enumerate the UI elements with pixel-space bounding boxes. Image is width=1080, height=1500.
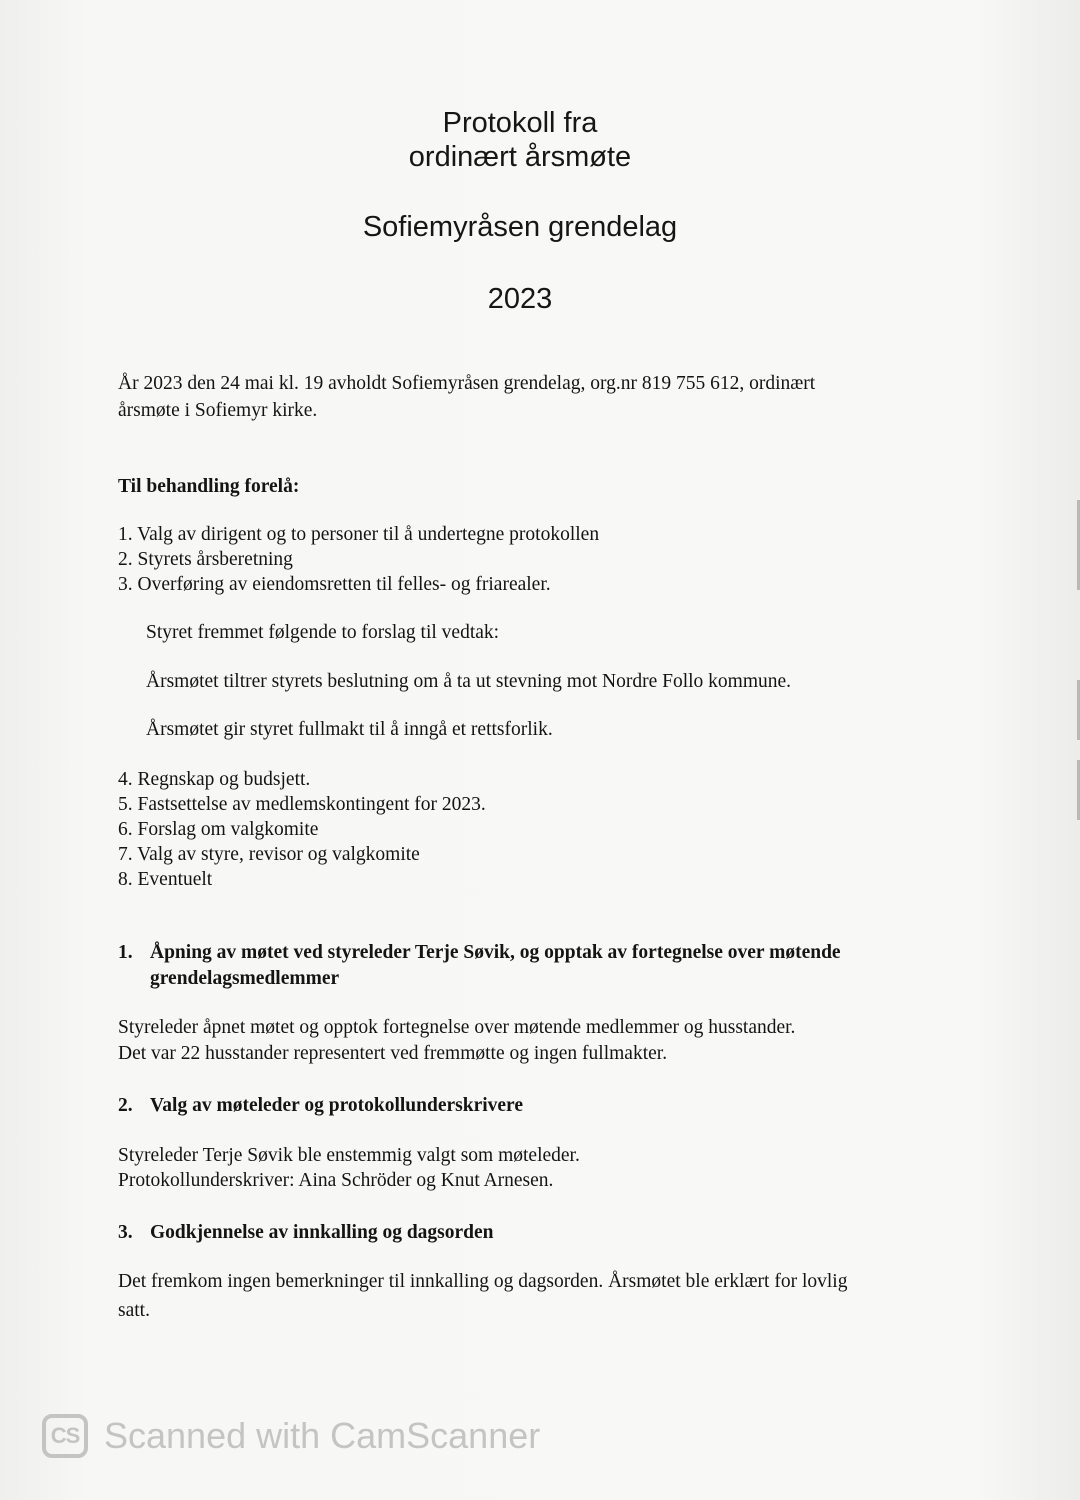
agenda-item-1: 1. Valg av dirigent og to personer til å undertegne protokollen [118,524,600,545]
proposal-intro: Styret fremmet følgende to forslag til vedtak: [146,622,500,643]
title-line-2: ordinært årsmøte [408,141,632,173]
agenda-item-6: 6. Forslag om valgkomite [118,819,319,840]
agenda-item-7: 7. Valg av styre, revisor og valgkomite [118,844,420,865]
section-3-number: 3. [118,1222,133,1243]
section-3-body-line-2: satt. [118,1300,150,1321]
agenda-item-3: 3. Overføring av eiendomsretten til felles- og friarealer. [118,574,551,595]
intro-line-1: År 2023 den 24 mai kl. 19 avholdt Sofiemyråsen grendelag, org.nr 819 755 612, ordinært [118,373,816,394]
document-year: 2023 [487,283,553,315]
section-1-title-line-2: grendelagsmedlemmer [150,968,340,989]
section-1-body-line-1: Styreleder åpnet møtet og opptok fortegnelse over møtende medlemmer og husstander. [118,1017,796,1038]
agenda-item-2: 2. Styrets årsberetning [118,549,293,570]
proposal-2: Årsmøtet gir styret fullmakt til å inngå et rettsforlik. [146,719,553,740]
agenda-item-4: 4. Regnskap og budsjett. [118,769,311,790]
camscanner-logo-icon: CS [42,1414,88,1458]
section-2-number: 2. [118,1095,133,1116]
proposal-1: Årsmøtet tiltrer styrets beslutning om å ta ut stevning mot Nordre Follo kommune. [146,671,792,692]
section-1-title-line-1: Åpning av møtet ved styreleder Terje Søvik, og opptak av fortegnelse over møtende [150,942,841,963]
section-2-title: Valg av møteleder og protokollunderskrivere [150,1095,524,1116]
organization-name: Sofiemyråsen grendelag [362,211,678,243]
intro-line-2: årsmøte i Sofiemyr kirke. [118,400,318,421]
section-2-body-line-2: Protokollunderskriver: Aina Schröder og Knut Arnesen. [118,1170,554,1191]
agenda-item-5: 5. Fastsettelse av medlemskontingent for 2023. [118,794,486,815]
title-line-1: Protokoll fra [442,107,598,139]
section-1-heading [118,940,841,992]
section-3-heading [118,1220,494,1246]
section-2-body-line-1: Styreleder Terje Søvik ble enstemmig valgt som møteleder. [118,1145,580,1166]
watermark-text: Scanned with CamScanner [104,1415,541,1456]
section-2-heading [118,1093,523,1119]
section-1-number: 1. [118,942,133,963]
section-1-body-line-2: Det var 22 husstander representert ved fremmøtte og ingen fullmakter. [118,1043,668,1064]
section-3-body-line-1: Det fremkom ingen bemerkninger til innkalling og dagsorden. Årsmøtet ble erklært for lovlig [118,1271,848,1292]
section-3-title: Godkjennelse av innkalling og dagsorden [150,1222,494,1243]
agenda-item-8: 8. Eventuelt [118,869,213,890]
agenda-heading: Til behandling forelå: [118,476,300,497]
camscanner-watermark [42,1414,540,1458]
